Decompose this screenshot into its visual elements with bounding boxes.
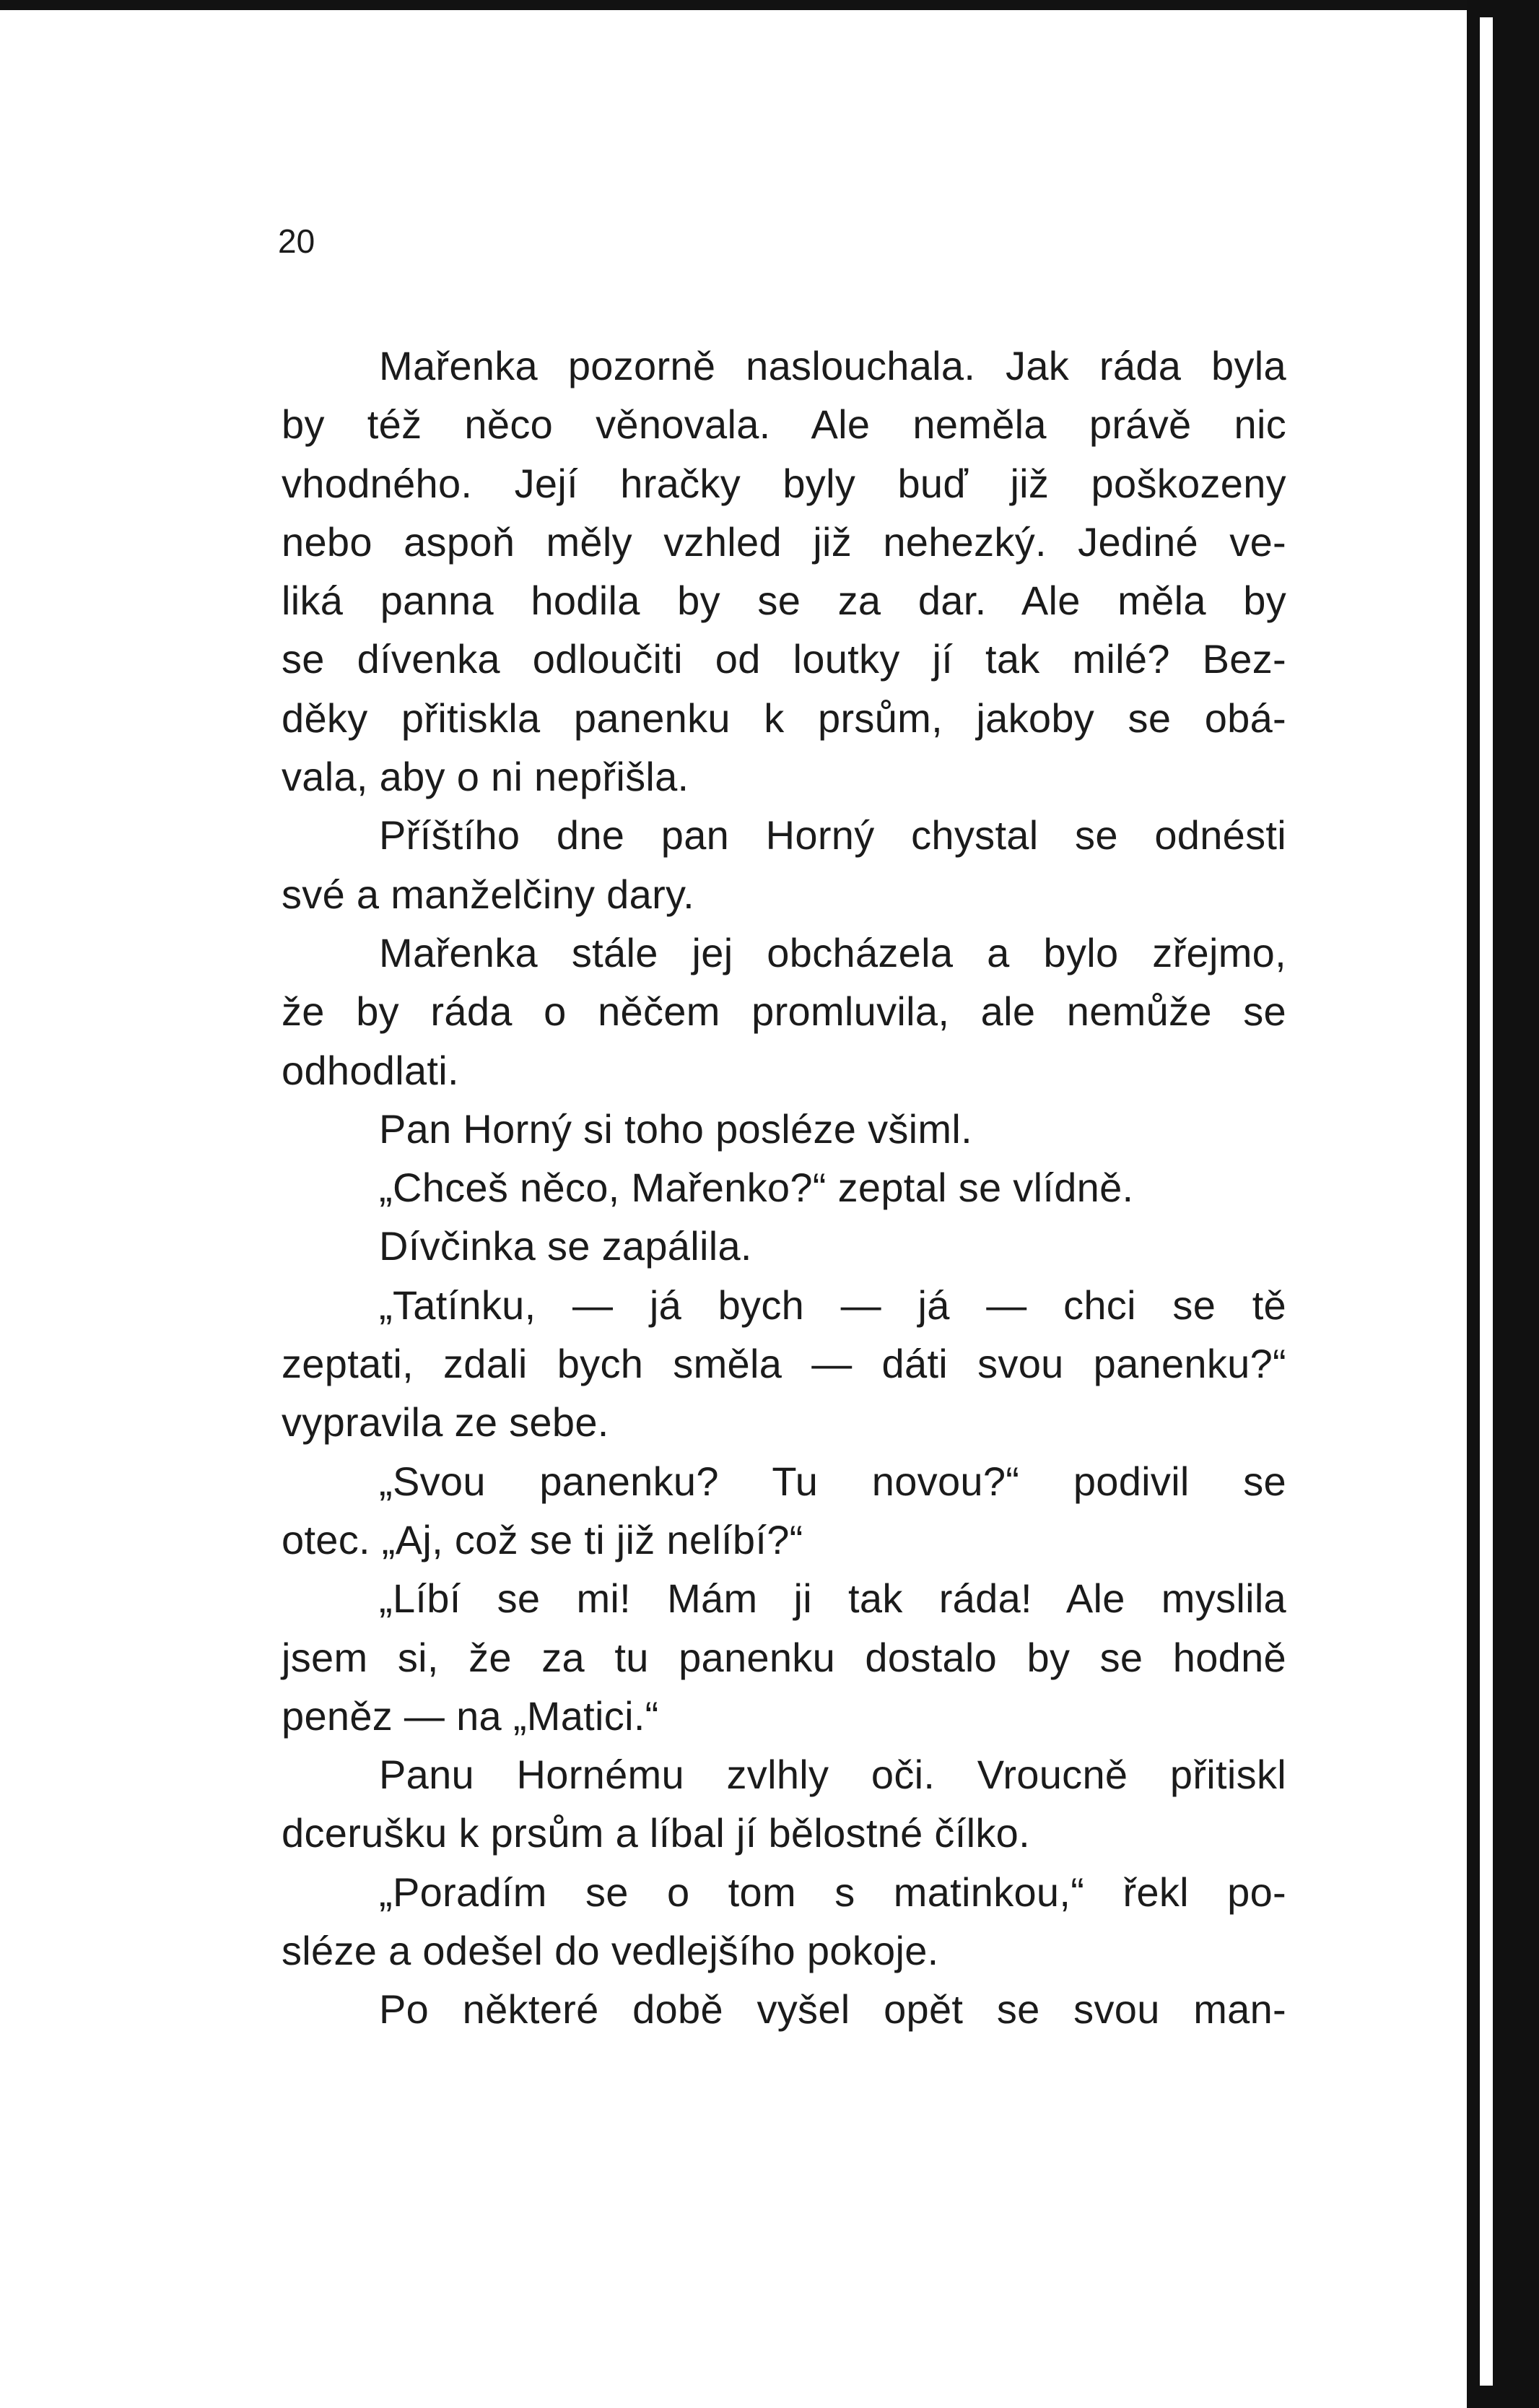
text-line: liká panna hodila by se za dar. Ale měla by: [282, 578, 1286, 624]
text-line: vala, aby o ni nepřišla.: [282, 754, 689, 800]
text-line: „Líbí se mi! Mám ji tak ráda! Ale myslila: [379, 1575, 1286, 1622]
text-line: jsem si, že za tu panenku dostalo by se hodně: [282, 1634, 1286, 1680]
text-line: odhodlati.: [282, 1047, 459, 1093]
text-line: „Poradím se o tom s matinkou,“ řekl po-: [379, 1869, 1286, 1915]
scan-border-top: [0, 0, 1539, 10]
text-line: sléze a odešel do vedlejšího pokoje.: [282, 1928, 939, 1974]
text-line: vypravila ze sebe.: [282, 1399, 609, 1446]
text-line: „Tatínku, — já bych — já — chci se tě: [379, 1282, 1286, 1328]
page-number: 20: [278, 222, 315, 260]
text-line: „Chceš něco, Mařenko?“ zeptal se vlídně.: [379, 1165, 1134, 1211]
text-line: zeptati, zdali bych směla — dáti svou panenku?“: [282, 1341, 1286, 1387]
adjacent-page-edge: [1480, 17, 1493, 2386]
text-line: Pan Horný si toho posléze všiml.: [379, 1105, 972, 1152]
text-line: Mařenka pozorně naslouchala. Jak ráda byla: [379, 343, 1286, 388]
text-line: dcerušku k prsům a líbal jí bělostné čílko.: [282, 1810, 1030, 1856]
text-line: Příštího dne pan Horný chystal se odnésti: [379, 812, 1286, 859]
body-text: [282, 336, 1286, 2039]
text-line: své a manželčiny dary.: [282, 871, 695, 917]
text-line: peněz — na „Matici.“: [282, 1692, 659, 1739]
text-line: že by ráda o něčem promluvila, ale nemůže se: [282, 988, 1286, 1035]
text-line: se dívenka odloučiti od loutky jí tak milé? Bez-: [282, 636, 1286, 682]
scan-border-right: [1467, 0, 1539, 2408]
text-line: Mařenka stále jej obcházela a bylo zřejmo,: [379, 929, 1286, 975]
text-line: Po některé době vyšel opět se svou man-: [379, 1986, 1286, 2033]
text-line: Dívčinka se zapálila.: [379, 1223, 752, 1269]
text-line: otec. „Aj, což se ti již nelíbí?“: [282, 1516, 803, 1562]
text-line: děky přitiskla panenku k prsům, jakoby se obá-: [282, 695, 1286, 741]
text-line: nebo aspoň měly vzhled již nehezký. Jediné ve-: [282, 518, 1286, 565]
text-line: Panu Hornému zvlhly oči. Vroucně přitiskl: [379, 1752, 1286, 1798]
text-line: by též něco věnovala. Ale neměla právě nic: [282, 401, 1286, 448]
text-line: vhodného. Její hračky byly buď již poškozeny: [282, 460, 1286, 506]
text-line: „Svou panenku? Tu novou?“ podivil se: [379, 1458, 1286, 1504]
